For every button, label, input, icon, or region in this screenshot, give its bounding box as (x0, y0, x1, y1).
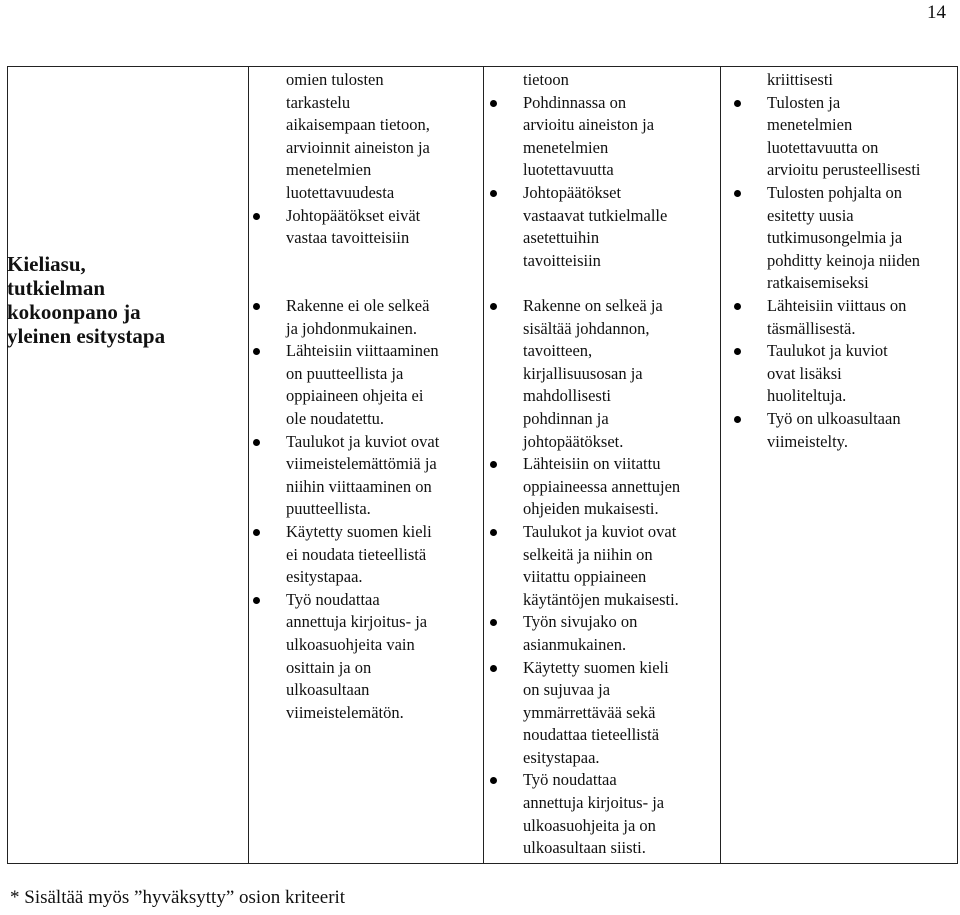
criteria-bullet-item (767, 340, 906, 408)
col-excellent-bottom (767, 295, 906, 453)
bullet-text-line: ovat lisäksi (767, 363, 842, 383)
bullet-text-line: pohditty keinoja niiden (767, 250, 921, 270)
bullet-text-line: viimeistelty. (767, 431, 848, 451)
bullet-icon (490, 303, 497, 310)
bullet-text-line: Tulosten ja (767, 92, 841, 112)
criteria-bullet-item (767, 408, 906, 453)
criterion-label (7, 252, 185, 348)
bullet-text-line: Johtopäätökset eivät (286, 205, 421, 225)
bullet-text-line: Taulukot ja kuviot (767, 341, 888, 361)
bullet-text-line: arvioitu perusteellisesti (767, 160, 921, 180)
bullet-text-line: käytäntöjen mukaisesti. (523, 589, 679, 609)
bullet-text-line: Pohdinnassa on (523, 92, 627, 112)
bullet-icon (253, 303, 260, 310)
bullet-icon (734, 100, 741, 107)
bullet-text-line: mahdollisesti (523, 386, 611, 406)
bullet-text-line: on sujuvaa ja (523, 680, 611, 700)
bullet-text-line: esitystapaa. (286, 567, 363, 587)
bullet-text-line: vastaavat tutkielmalle (523, 205, 668, 225)
criteria-bullet-item (286, 521, 439, 589)
bullet-text-line: sisältää johdannon, (523, 318, 650, 338)
criteria-bullet-item (523, 657, 680, 770)
bullet-text-line: ulkoasuohjeita vain (286, 634, 415, 654)
bullet-text-line: Rakenne on selkeä ja (523, 296, 663, 315)
bullet-text-line: ratkaisemiseksi (767, 273, 869, 293)
criteria-bullet-item (286, 295, 439, 340)
bullet-text-line: menetelmien (523, 137, 609, 157)
bullet-text-line: esitetty uusia (767, 205, 854, 225)
bullet-icon (734, 416, 741, 423)
bullet-text-line: arvioitu aineiston ja (523, 115, 655, 135)
bullet-text-line: ei noudata tieteellistä (286, 544, 427, 564)
cell-text-line: tietoon (523, 70, 569, 89)
col-excellent-top (767, 69, 921, 295)
bullet-text-line: esitystapaa. (523, 747, 600, 767)
criteria-bullet-item (523, 769, 680, 859)
bullet-text-line: huoliteltuja. (767, 386, 847, 406)
bullet-text-line: vastaa tavoitteisiin (286, 228, 410, 248)
criteria-bullet-item (523, 182, 667, 272)
page-number: 14 (927, 2, 946, 23)
bullet-text-line: Lähteisiin viittaus on (767, 296, 907, 315)
cell-text-line: omien tulosten (286, 70, 384, 89)
bullet-text-line: Työ on ulkoasultaan (767, 408, 901, 428)
criteria-bullet-item (523, 92, 667, 182)
cell-text-line: menetelmien (286, 160, 372, 180)
criteria-bullet-item (286, 431, 439, 521)
bullet-icon (253, 213, 260, 220)
bullet-text-line: oppiaineessa annettujen (523, 476, 681, 496)
bullet-text-line: ja johdonmukainen. (286, 318, 418, 338)
bullet-text-line: selkeitä ja niihin on (523, 544, 653, 564)
bullet-text-line: Lähteisiin on viitattu (523, 454, 661, 474)
criterion-label-line: Kieliasu, tutkielman (7, 252, 106, 300)
bullet-icon (490, 529, 497, 536)
column-divider (720, 67, 721, 863)
bullet-text-line: pohdinnan ja (523, 408, 609, 428)
bullet-text-line: ymmärrettävää sekä (523, 702, 656, 722)
bullet-text-line: menetelmien (767, 115, 853, 135)
col-good-top (523, 69, 667, 272)
criteria-bullet-item (767, 92, 921, 182)
bullet-text-line: ulkoasultaan siisti. (523, 838, 646, 858)
bullet-icon (734, 303, 741, 310)
bullet-icon (253, 439, 260, 446)
bullet-text-line: Työ noudattaa (286, 589, 380, 609)
bullet-text-line: Työ noudattaa (523, 770, 617, 790)
bullet-text-line: Tulosten pohjalta on (767, 182, 903, 202)
criteria-bullet-item (286, 205, 430, 250)
criteria-bullet-item (286, 340, 439, 430)
bullet-icon (490, 100, 497, 107)
criteria-bullet-item (767, 295, 906, 340)
bullet-text-line: viimeistelemätön. (286, 702, 404, 722)
bullet-text-line: tutkimusongelmia ja (767, 228, 903, 248)
bullet-icon (253, 529, 260, 536)
bullet-text-line: asetettuihin (523, 228, 600, 248)
cell-text-line: arvioinnit aineiston ja (286, 137, 430, 157)
bullet-text-line: luotettavuutta on (767, 137, 879, 157)
bullet-text-line: täsmällisestä. (767, 318, 856, 338)
bullet-icon (490, 190, 497, 197)
criterion-label-line: yleinen esitystapa (7, 324, 166, 348)
bullet-text-line: Taulukot ja kuviot ovat (286, 431, 440, 451)
cell-text-line: kriittisesti (767, 70, 833, 89)
bullet-icon (734, 190, 741, 197)
bullet-text-line: noudattaa tieteellistä (523, 725, 660, 745)
bullet-text-line: luotettavuutta (523, 160, 614, 180)
bullet-text-line: oppiaineen ohjeita ei (286, 386, 424, 406)
bullet-text-line: ulkoasuohjeita ja on (523, 815, 656, 835)
cell-text-line: tarkastelu (286, 92, 351, 112)
criteria-bullet-item (523, 611, 680, 656)
bullet-text-line: puutteellista. (286, 499, 371, 519)
column-divider (248, 67, 249, 863)
bullet-text-line: asianmukainen. (523, 634, 627, 654)
cell-text-line: aikaisempaan tietoon, (286, 115, 430, 135)
bullet-text-line: Käytetty suomen kieli (286, 521, 432, 541)
col-good-bottom (523, 295, 680, 860)
col-fail-bottom (286, 295, 439, 724)
bullet-text-line: Työn sivujako on (523, 612, 638, 632)
col-fail-top (286, 69, 430, 250)
bullet-text-line: on puutteellista ja (286, 363, 404, 383)
bullet-text-line: Käytetty suomen kieli (523, 657, 669, 677)
column-divider (483, 67, 484, 863)
bullet-text-line: Lähteisiin viittaaminen (286, 341, 439, 361)
bullet-text-line: johtopäätökset. (523, 431, 624, 451)
criteria-bullet-item (286, 589, 439, 725)
bullet-text-line: viimeistelemättömiä ja (286, 454, 437, 474)
bullet-text-line: ole noudatettu. (286, 408, 385, 428)
bullet-text-line: ulkoasultaan (286, 680, 370, 700)
criteria-bullet-item (523, 453, 680, 521)
bullet-text-line: Johtopäätökset (523, 182, 622, 202)
bullet-text-line: annettuja kirjoitus- ja (286, 612, 428, 632)
bullet-text-line: Taulukot ja kuviot ovat (523, 521, 677, 541)
bullet-icon (253, 597, 260, 604)
bullet-text-line: kirjallisuusosan ja (523, 363, 643, 383)
bullet-text-line: ohjeiden mukaisesti. (523, 499, 659, 519)
bullet-text-line: annettuja kirjoitus- ja (523, 793, 665, 813)
bullet-text-line: tavoitteen, (523, 341, 593, 361)
criteria-bullet-item (523, 521, 680, 611)
footnote: * Sisältää myös ”hyväksytty” osion kriteerit (10, 887, 346, 908)
criteria-bullet-item (767, 182, 921, 295)
criterion-label-line: kokoonpano ja (7, 300, 141, 324)
bullet-icon (490, 665, 497, 672)
cell-text-line: luotettavuudesta (286, 182, 395, 202)
bullet-text-line: niihin viittaaminen on (286, 476, 432, 496)
bullet-text-line: osittain ja on (286, 657, 372, 677)
bullet-text-line: Rakenne ei ole selkeä (286, 296, 430, 315)
bullet-text-line: tavoitteisiin (523, 250, 601, 270)
bullet-text-line: viitattu oppiaineen (523, 567, 647, 587)
criteria-bullet-item (523, 295, 680, 453)
